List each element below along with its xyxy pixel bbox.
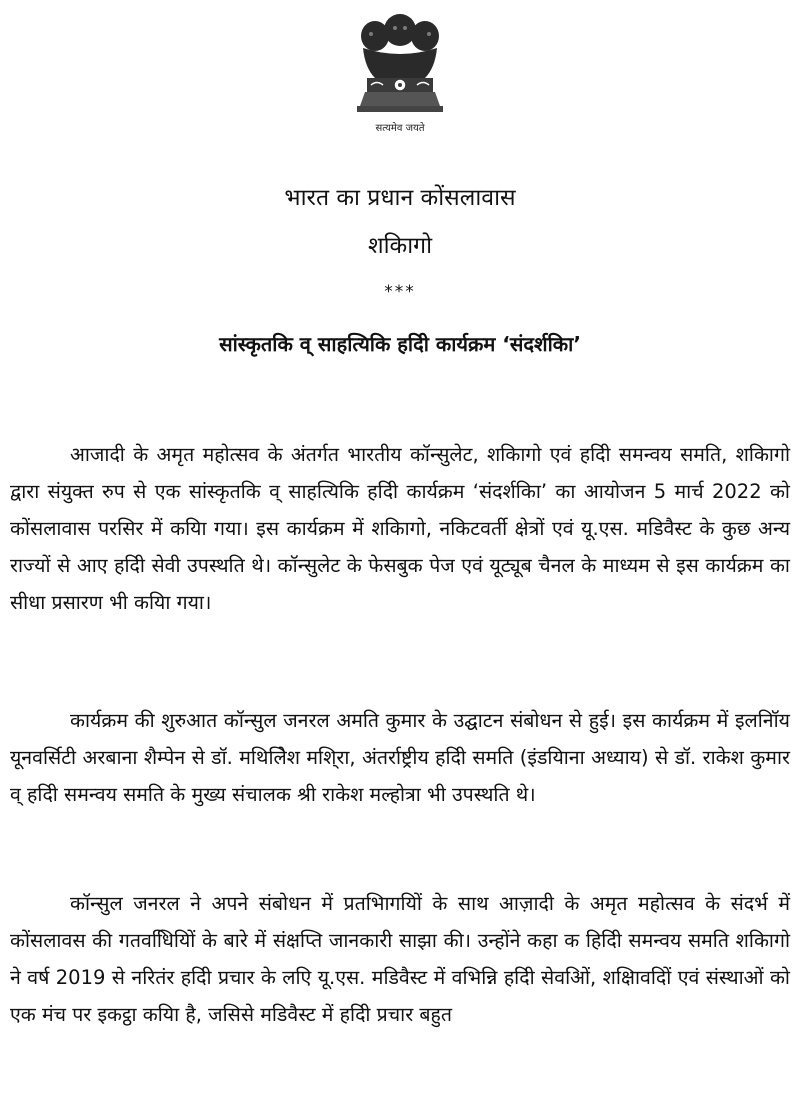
body-paragraph-2: कार्यक्रम की शुरुआत कॉन्सुल जनरल अमति कुमार के उद्घाटन संबोधन से हुई। इस कार्यक्रम में इलनिॉय यूनवर्सिटी अरबाना शैम्पेन से डॉ. मथिलिेश मशि्रा, अंतर्राष्ट्रीय हदिी समति (इंडयिाना अध्याय) से डॉ. राकेश कुमार व् हदिी समन्वय समति के मुख्य संचालक श्री राकेश मल्होत्रा भी उपस्थति थे। bbox=[10, 709, 790, 806]
event-title: सांस्कृतकि व् साहत्यिकि हदिी कार्यक्रम ‘संदर्शकिा’ bbox=[219, 332, 581, 356]
office-city: शकिागो bbox=[367, 233, 433, 259]
separator: *** bbox=[384, 282, 416, 302]
body-paragraph-3: कॉन्सुल जनरल ने अपने संबोधन में प्रतभिागयिों के साथ आज़ादी के अमृत महोत्सव के संदर्भ में कोंसलावस की गतवधिियिों के बारे में संक्षप्ति जानकारी साझा की। उन्होंने कहा क हिदिी समन्वय समति शकिागो ने वर्ष 2019 से नरितंर हदिी प्रचार के लएि यू.एस. मडिवैस्ट में वभिन्नि हदिी सेवओिं, शक्षिावदिों एवं संस्थाओं को एक मंच पर इकट्ठा कयिा है, जसिसे मडिवैस्ट में हदिी प्रचार बहुत bbox=[10, 892, 790, 1026]
national-motto: सत्यमेव जयते bbox=[375, 123, 425, 134]
office-name: भारत का प्रधान कोंसलावास bbox=[284, 185, 516, 211]
body-paragraph-1: आजादी के अमृत महोत्सव के अंतर्गत भारतीय कॉन्सुलेट, शकिागो एवं हदिी समन्वय समति, शकिागो द्वारा संयुक्त रुप से एक सांस्कृतकि व् साहत्यिकि हदिी कार्यक्रम ‘संदर्शकिा’ का आयोजन 5 मार्च 2022 को कोंसलावास परसिर में कयिा गया। इस कार्यक्रम में शकिागो, नकिटवर्ती क्षेत्रों एवं यू.एस. मडिवैस्ट के कुछ अन्य राज्यों से आए हदिी सेवी उपस्थति थे। कॉन्सुलेट के फेसबुक पेज एवं यूट्यूब चैनल के माध्यम से इस कार्यक्रम का सीधा प्रसारण भी कयिा गया। bbox=[10, 443, 790, 614]
